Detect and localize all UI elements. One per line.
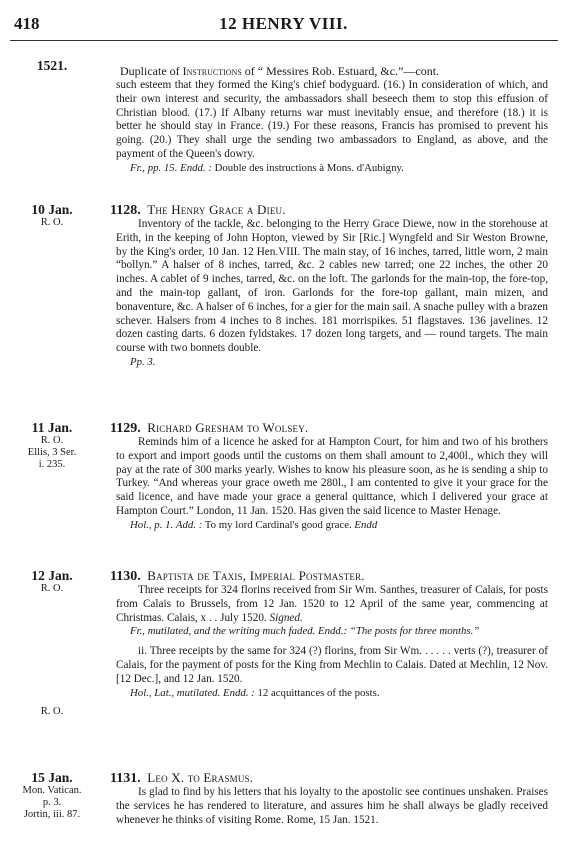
margin-date-1131: 15 Jan. Mon. Vatican. p. 3. Jortin, iii. 87. (22, 770, 82, 820)
margin-source-1130-ii: R. O. (40, 706, 64, 717)
margin-date-1129: 11 Jan. R. O. Ellis, 3 Ser. i. 235. (27, 420, 77, 470)
margin-date-1521: 1521. (36, 58, 68, 73)
entry-body: Three receipts for 324 florins received from Sir Wm. Santhes, treasurer of Calais, for posts from Calais to Brussels, from 12 Jan. 1520 to 12 April of the same year, commencing at Christmas. Calais, x . . July 1520. Signed. (116, 584, 548, 624)
margin-date-1128: 10 Jan. R. O. (31, 202, 73, 228)
entry-instructions-continued: Duplicate of Instructions of “ Messires Rob. Estuard, &c.”—cont. such esteem that they formed the King's chief bodyguard. (16.) In consideration of which, and their own interest and security, the ambassadors shall beseech them to stop this effusion of Christian blood. (17.) If Albany returns war must inevitably ensue, and therefore (18.) it is better he should stay in France. (19.) For these reasons, Francis has promised to prevent his going. (20.) They shall urge the sending two ambassadors to England, as above, and the payment of the Queen's dowry. Fr., pp. 15. Endd. : Double des instructions à Mons. d'Aubigny. (116, 64, 548, 174)
margin-date-1130: 12 Jan. R. O. (31, 568, 73, 594)
entry-1130: 1130. Baptista de Taxis, Imperial Postmaster. Three receipts for 324 florins received from Sir Wm. Santhes, treasurer of Calais, for posts from Calais to Brussels, from 12 Jan. 1520 to 12 April of the same year, commencing at Christmas. Calais, x . . July 1520. Signed. Fr., mutilated, and the writing much faded. Endd.: “The posts for three months.” ii. Three receipts by the same for 324 (?) florins, from Sir Wm. . . . . . verts (?), treasurer of Calais, for the payment of posts for the King from Mechlin to Calais. Dated at Mechlin, 12 Nov. [12 Dec.], and 12 Jan. 1520. Hol., Lat., mutilated. Endd. : 12 acquittances of the posts. (110, 568, 548, 699)
entry-body: Is glad to find by his letters that his loyalty to the apostolic see continues unshaken. Praises the services he has rendered to literature, and assures him he shall always be gladly received whenever he thinks of visiting Rome. Rome, 15 Jan. 1521. (116, 786, 548, 826)
entry-body: such esteem that they formed the King's chief bodyguard. (16.) In consideration of which, and their own interest and security, the ambassadors shall beseech them to stop this effusion of Christian blood. (17.) If Albany returns war must inevitably ensue, and therefore (18.) it is better he should stay in France. (19.) For these reasons, Francis has promised to prevent his going. (20.) They shall urge the sending two ambassadors to England, as above, and the payment of the Queen's dowry. (116, 79, 548, 160)
entry-body: Inventory of the tackle, &c. belonging to the Herry Grace Diewe, now in the storehouse at Erith, in the keeping of John Hopton, viewed by Sir [Ric.] Wyngfeld and Sir Weston Browne, by the King's order, 10 Jan. 12 Hen.VIII. The main stay, of 16 inches, tarred, little worn, 2 main “bollyn.” A halser of 8 inches, tarred, &c. 2 cables new tarred; one 22 inches, the other 20 inches. A cablet of 9 inches, tarred, &c. on the loft. The garlonds for the main-top, the fore-top, and the main-top gallant, of iron. Garlonds for the fore-top gallant, main mizen, and bonaventure, &c. A halser of 6 inches, for a gier for the main sail. A snache pulley with a brazen schever. Halsers from 4 inches to 8 inches. 181 morrispikes. 51 flagstaves. 136 javelines. 12 dozen casting darts. 6 dozen fyldstakes. 17 dozen long targets, and — round targets. The main course with two bonnets double. (116, 218, 548, 355)
page-number: 418 (14, 14, 40, 33)
entry-1128: 1128. The Henry Grace a Dieu. Inventory of the tackle, &c. belonging to the Herry Grace Diewe, now in the storehouse at Erith, in the keeping of John Hopton, viewed by Sir [Ric.] Wyngfeld and Sir Weston Browne, by the King's order, 10 Jan. 12 Hen.VIII. The main stay, of 16 inches, tarred, little worn, 2 main “bollyn.” A halser of 8 inches, tarred, &c. 2 cables new tarred; one 22 inches, the other 20 inches. A cablet of 9 inches, tarred, &c. on the loft. The garlonds for the main-top, the fore-top, and the main-top gallant, of iron. Garlonds for the fore-top gallant, main mizen, and bonaventure, &c. A halser of 6 inches, for a gier for the main sail. A snache pulley with a brazen schever. Halsers from 4 inches to 8 inches. 181 morrispikes. 51 flagstaves. 136 javelines. 12 dozen casting darts. 6 dozen fyldstakes. 17 dozen long targets, and — round targets. The main course with two bonnets double. Pp. 3. (110, 202, 548, 368)
entry-subitem: ii. Three receipts by the same for 324 (?) florins, from Sir Wm. . . . . . verts (?), treasurer of Calais, for the payment of posts for the King from Mechlin to Calais. Dated at Mechlin, 12 Nov. [12 Dec.], and 12 Jan. 1520. (116, 645, 548, 685)
entry-1129: 1129. Richard Gresham to Wolsey. Reminds him of a licence he asked for at Hampton Court, for him and two of his brothers to export and import goods until the customs on them shall amount to 2,400l., which they will pay at the rate of 300 marks yearly. Wishes to know his pleasure soon, as he is sending a ship to Turkey. “And whereas your grace oweth me 280l., I am contented to give it your grace for the said licence, and have made your grace a general quittance, which I delivered your grace at Hampton Court.” London, 11 Jan. 1520. Has given the said licence to Master Henage. Hol., p. 1. Add. : To my lord Cardinal's good grace. Endd (110, 420, 548, 531)
header-rule (10, 40, 558, 41)
entry-body: Reminds him of a licence he asked for at Hampton Court, for him and two of his brothers to export and import goods until the customs on them shall amount to 2,400l., which they will pay at the rate of 300 marks yearly. Wishes to know his pleasure soon, as he is sending a ship to Turkey. “And whereas your grace oweth me 280l., I am contented to give it your grace for the said licence, and have made your grace a general quittance, which I delivered your grace at Hampton Court.” London, 11 Jan. 1520. Has given the said licence to Master Henage. (116, 436, 548, 517)
running-head: 12 HENRY VIII. (219, 14, 348, 33)
entry-1131: 1131. Leo X. to Erasmus. Is glad to find by his letters that his loyalty to the apostolic see continues unshaken. Praises the services he has rendered to literature, and assures him he shall always be gladly received whenever he thinks of visiting Rome. Rome, 15 Jan. 1521. (110, 770, 548, 826)
